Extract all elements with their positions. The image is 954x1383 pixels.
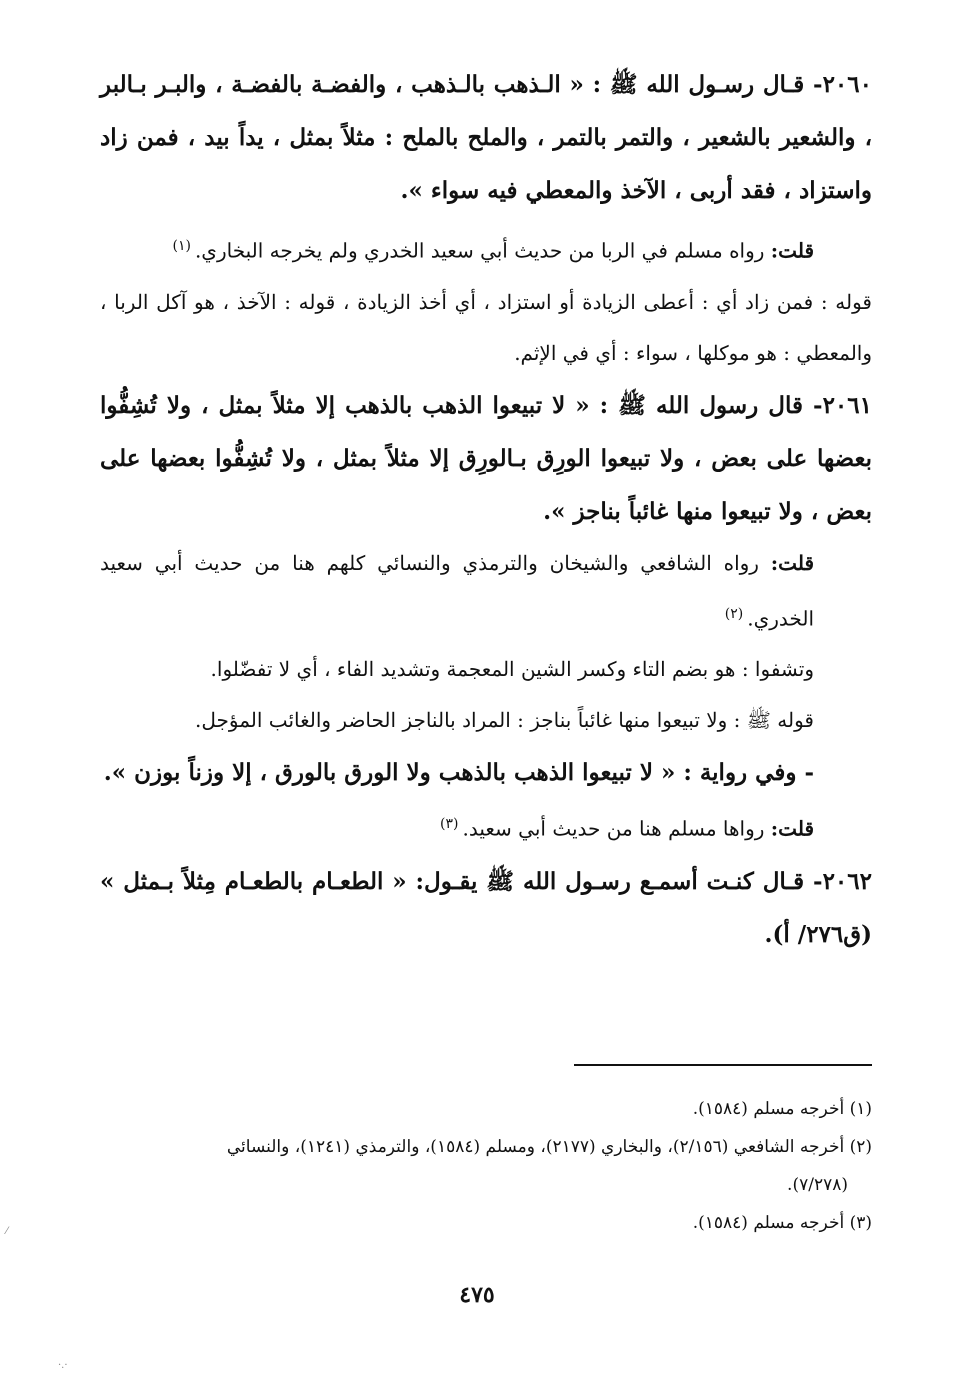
hadith-2062: ٢٠٦٢- قـال كنـت أسمـع رسـول الله ﷺ يقـول: « الطعـام بالطعـام مِثلاً بـمثل » (ق٢٧٦/ أ). [100,867,872,948]
commentary-2061-variant-source [100,799,872,855]
commentary-2061-gloss-2: قوله ﷺ : ولا تبيعوا منها غائباً بناجز : المراد بالناجز الحاضر والغائب المؤجل. [195,708,814,733]
footnote-ref-1[interactable]: (١) [172,238,191,254]
qultu-label: قلت: [770,816,814,841]
qultu-label: قلت: [770,550,814,575]
footnote-2-continued: (٧/٢٧٨). [787,1175,848,1195]
commentary-text: رواه مسلم في الربا من حديث أبي سعيد الخدري ولم يخرجه البخاري. [194,238,771,263]
hadith-2060: ٢٠٦٠- قـال رسـول الله ﷺ : « الـذهب بالـذهب ، والفضـة بالفضـة ، والبـر بـالبر ، والشعير بالشعير ، والتمر بالتمر ، والملح بالملح : مثلاً بمثل ، يداً بيد ، فمن زاد واستزاد ، فقد أربى ، الآخذ والمعطي فيه سواء ». [100,71,872,204]
commentary-2060-source [100,221,872,277]
qultu-label: قلت: [770,238,814,263]
main-text [100,58,872,961]
commentary-text: رواه الشافعي والشيخان والترمذي والنسائي كلهم هنا من حديث أبي سعيد الخدري. [100,550,814,631]
footnote-ref-3[interactable]: (٣) [440,816,459,833]
hadith-2061-variant: - وفي رواية : « لا تبيعوا الذهب بالذهب ولا الورق بالورق ، إلا وزناً بوزن ». [103,759,814,787]
commentary-2060-gloss: قوله : فمن زاد أي : أعطى الزيادة أو استزاد ، أي أخذ الزيادة ، قوله : الآخذ ، هو آكل الربا ، والمعطي : هو موكلها ، سواء : أي في الإثم. [100,289,872,365]
footnote-ref-2[interactable]: (٢) [724,605,744,622]
hadith-2061: ٢٠٦١- قال رسول الله ﷺ : « لا تبيعوا الذهب بالذهب إلا مثلاً بمثل ، ولا تُشِفُّوا بعضها على بعض ، ولا تبيعوا الورِق بـالورِق إلا مثلاً بمثل ، ولا تُشِفُّوا بعضها على بعض ، ولا تبيعوا منها غائباً بناجز ». [100,391,872,525]
page-number: ٤٧٥ [459,1282,495,1308]
scan-speck: ·.· [58,1360,68,1371]
footnote-1: (١) أخرجه مسلم (١٥٨٤). [692,1099,872,1119]
commentary-text: رواها مسلم هنا من حديث أبي سعيد. [462,816,771,841]
footnote-divider [574,1064,872,1066]
footnotes [100,1090,872,1242]
scan-speck: ⁄ [6,1226,8,1237]
commentary-2061-gloss-1: وتشفوا : هو بضم التاء وكسر الشين المعجمة وتشديد الفاء ، أي لا تفضّلوا. [210,657,814,682]
footnote-2: (٢) أخرجه الشافعي (٢/١٥٦)، والبخاري (٢١٧٧)، ومسلم (١٥٨٤)، والترمذي (١٢٤١)، والنسائي [226,1137,872,1157]
footnote-3: (٣) أخرجه مسلم (١٥٨٤). [692,1213,872,1233]
commentary-2061-source [100,538,872,645]
